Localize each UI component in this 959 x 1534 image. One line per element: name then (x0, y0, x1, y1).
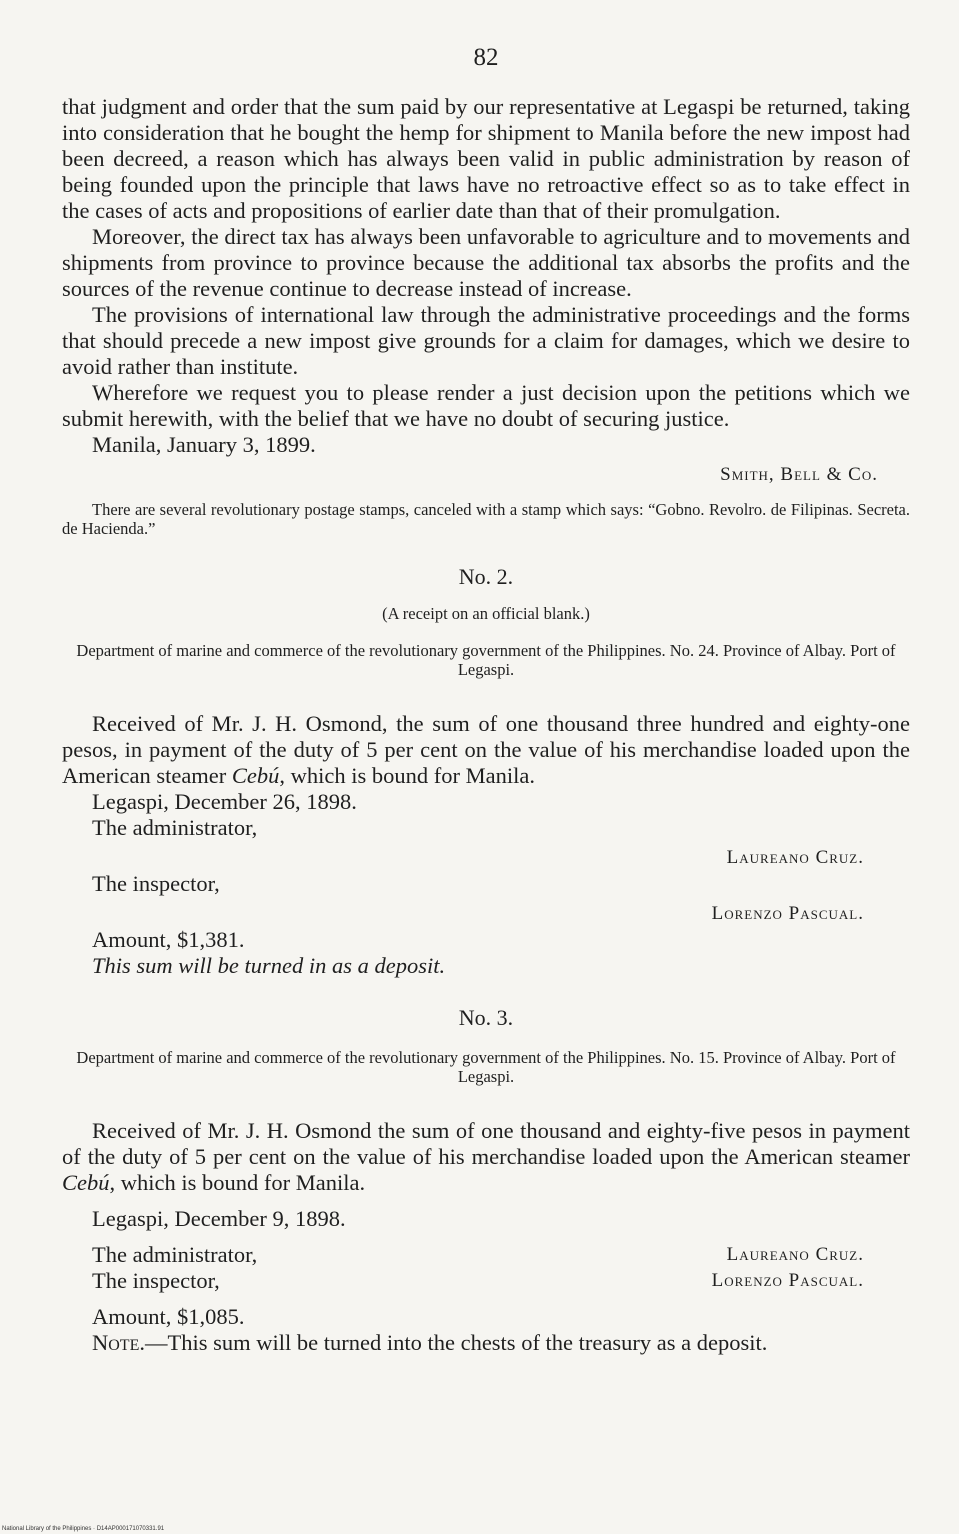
receipt-2-inspector-name: Lorenzo Pascual. (711, 903, 864, 924)
signature-smith-bell: Smith, Bell & Co. (720, 464, 878, 485)
receipt-3-body (62, 1118, 910, 1196)
receipt-3-administrator-name: Laureano Cruz. (726, 1244, 864, 1265)
department-header-3: Department of marine and commerce of the revolutionary government of the Philippines. No. 15. Province of Albay. Port of Legaspi. (76, 1047, 896, 1086)
receipt-3-end: , which is bound for Manila. (109, 1170, 366, 1195)
receipt-subtitle: (A receipt on an official blank.) (382, 604, 590, 623)
receipt-2-text: Received of Mr. J. H. Osmond, the sum of one thousand three hundred and eighty-one pesos, in payment of the duty of 5 per cent on the value of his merchandise loaded upon the American steamer (62, 711, 910, 788)
date-manila: Manila, January 3, 1899. (92, 432, 316, 457)
receipt-3-date: Legaspi, December 9, 1898. (92, 1206, 346, 1231)
page-number: 82 (473, 44, 499, 71)
paragraph-1: that judgment and order that the sum paid by our representative at Legaspi be returned, taking into consideration that he bought the hemp for shipment to Manila before the new impost had been decreed, a reason which has always been valid in public administration by reason of being founded upon the principle that laws have no retroactive effect so as to take effect in the cases of acts and propositions of earlier date than that of their promulgation. (62, 94, 910, 223)
receipt-3-note (62, 1330, 910, 1356)
receipt-2-amount: Amount, $1,381. (92, 927, 245, 952)
paragraph-3: The provisions of international law through the administrative proceedings and the forms that should precede a new impost give grounds for a claim for damages, which we desire to avoid rather than institute. (62, 302, 910, 379)
paragraph-4: Wherefore we request you to please render a just decision upon the petitions which we submit herewith, with the belief that we have no doubt of securing justice. (62, 380, 910, 431)
receipt-3-inspector-name: Lorenzo Pascual. (711, 1270, 864, 1291)
receipt-2-end: , which is bound for Manila. (279, 763, 536, 788)
receipt-3-amount: Amount, $1,085. (92, 1304, 245, 1329)
steamer-name-2: Cebú (231, 763, 280, 788)
stamp-note: There are several revolutionary postage stamps, canceled with a stamp which says: “Gobno. Revolro. de Filipinas. Secreta. de Hacienda.” (62, 500, 910, 538)
receipt-2-inspector-label: The inspector, (92, 871, 220, 896)
heading-no-2: No. 2. (458, 564, 514, 589)
department-header-2: Department of marine and commerce of the revolutionary government of the Philippines. No. 24. Province of Albay. Port of Legaspi. (76, 640, 896, 679)
note-text: —This sum will be turned into the chests of the treasury as a deposit. (144, 1330, 768, 1355)
receipt-3-administrator-label: The administrator, (92, 1242, 258, 1267)
receipt-3-text: Received of Mr. J. H. Osmond the sum of one thousand and eighty-five pesos in payment of the duty of 5 per cent on the value of his merchandise loaded upon the American steamer (62, 1118, 910, 1169)
receipt-3-inspector-label: The inspector, (92, 1268, 220, 1293)
receipt-2-deposit: This sum will be turned in as a deposit. (92, 953, 446, 978)
note-label: Note. (92, 1330, 145, 1355)
steamer-name-3: Cebú (62, 1170, 110, 1195)
receipt-2-administrator-label: The administrator, (92, 815, 258, 840)
heading-no-3: No. 3. (458, 1005, 514, 1030)
document-page (62, 44, 910, 1356)
archive-footer: National Library of the Philippines · D14AP000171070331.91 (2, 1526, 165, 1532)
receipt-2-date: Legaspi, December 26, 1898. (92, 789, 357, 814)
receipt-2-administrator-name: Laureano Cruz. (726, 847, 864, 868)
paragraph-2: Moreover, the direct tax has always been unfavorable to agriculture and to movements and shipments from province to province because the additional tax absorbs the profits and the sources of the revenue continue to decrease instead of increase. (62, 224, 910, 301)
receipt-2-body (62, 711, 910, 789)
